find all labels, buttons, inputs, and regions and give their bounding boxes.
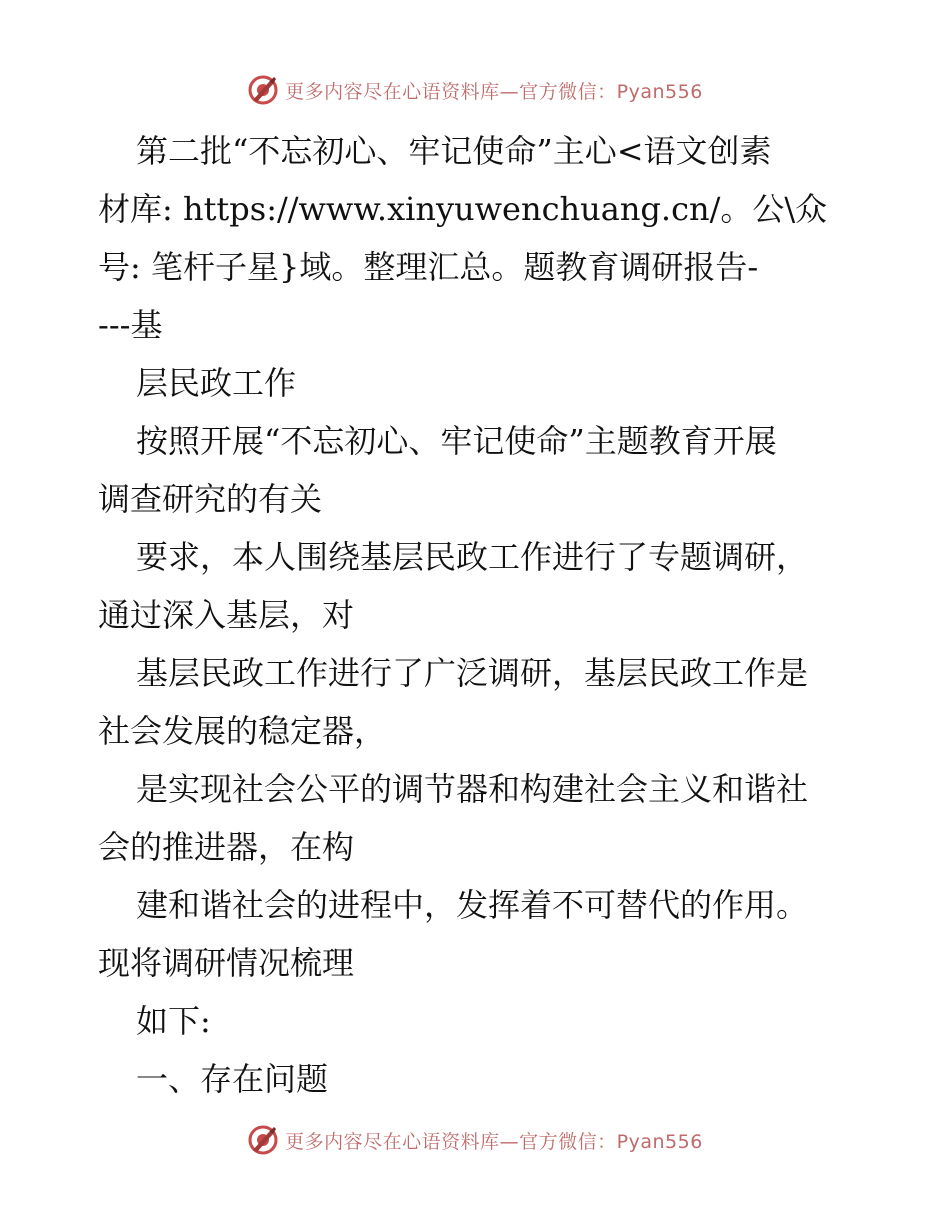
text-line: 现将调研情况梳理 — [98, 944, 355, 982]
text-line: 通过深入基层，对 — [98, 596, 355, 634]
pen-logo-icon — [247, 74, 279, 106]
text-line: 会的推进器，在构 — [98, 828, 355, 866]
text-line: 建和谐社会的进程中，发挥着不可替代的作用。 — [136, 886, 809, 924]
text-line: 层民政工作 — [136, 364, 297, 402]
footer-watermark — [0, 1120, 950, 1160]
text-line: 材库: https://www.xinyuwenchuang.cn/。公\众 — [98, 190, 828, 228]
text-line: ---基 — [98, 306, 163, 344]
text-line: 要求，本人围绕基层民政工作进行了专题调研， — [136, 538, 809, 576]
watermark-text: 更多内容尽在心语资料库—官方微信：Pyan556 — [285, 80, 703, 103]
watermark-text: 更多内容尽在心语资料库—官方微信：Pyan556 — [285, 1130, 703, 1153]
text-line: 号: 笔杆子星}域。整理汇总。题教育调研报告- — [98, 248, 759, 286]
text-line: 如下: — [136, 1002, 211, 1040]
text-line: 按照开展“不忘初心、牢记使命”主题教育开展 — [136, 422, 777, 460]
text-line: 基层民政工作进行了广泛调研，基层民政工作是 — [136, 654, 809, 692]
text-line: 是实现社会公平的调节器和构建社会主义和谐社 — [136, 770, 809, 808]
text-line: 社会发展的稳定器， — [98, 712, 387, 750]
text-line: 一、存在问题 — [136, 1060, 329, 1098]
text-line: 调查研究的有关 — [98, 480, 323, 518]
document-body — [0, 122, 950, 1108]
text-line: 第二批“不忘初心、牢记使命”主心<语文创素 — [136, 132, 772, 170]
pen-logo-icon — [247, 1124, 279, 1156]
header-watermark — [0, 70, 950, 110]
